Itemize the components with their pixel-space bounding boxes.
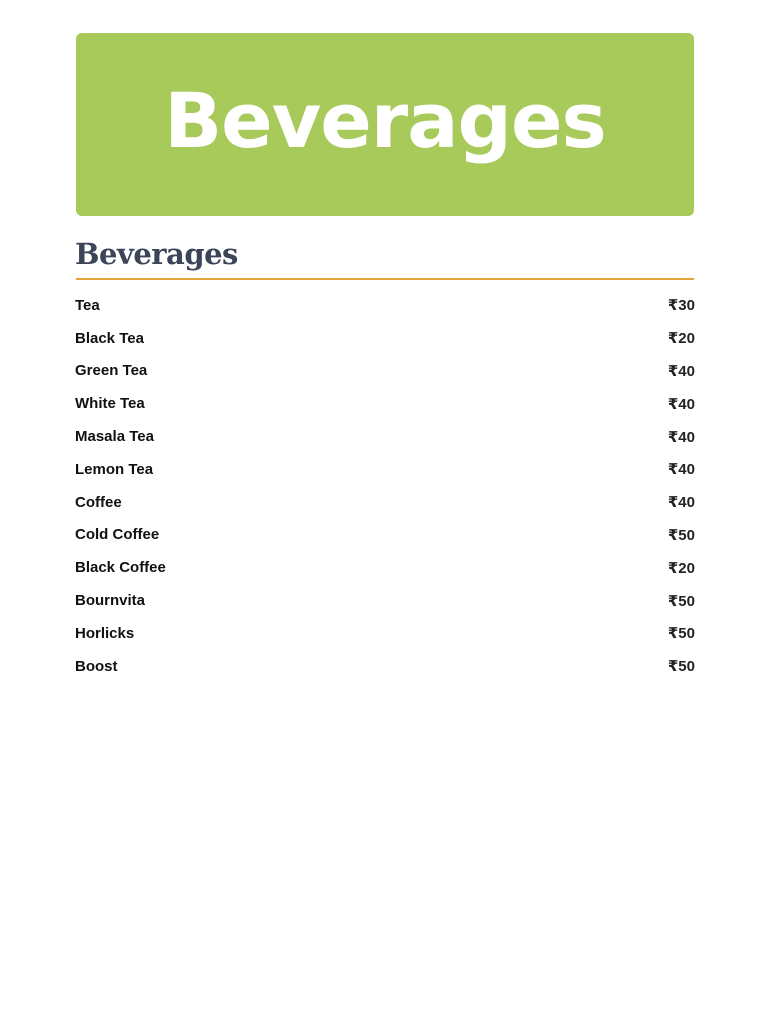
menu-item <box>75 519 695 552</box>
item-name: Masala Tea <box>75 428 154 446</box>
item-price: ₹20 <box>667 330 695 348</box>
menu-item <box>75 617 695 650</box>
item-price: ₹40 <box>667 428 695 446</box>
item-price: ₹40 <box>667 395 695 413</box>
item-price: ₹50 <box>667 592 695 610</box>
item-price: ₹30 <box>667 297 695 315</box>
item-name: Horlicks <box>75 624 135 642</box>
item-name: Black Coffee <box>75 559 166 577</box>
section-divider <box>76 278 694 280</box>
menu-item <box>75 486 695 519</box>
header-banner <box>76 33 694 216</box>
item-price: ₹50 <box>667 658 695 676</box>
item-name: Green Tea <box>75 362 148 380</box>
menu-item <box>75 420 695 453</box>
menu-list <box>75 289 695 683</box>
menu-item <box>75 322 695 355</box>
item-name: Coffee <box>75 493 122 511</box>
item-price: ₹20 <box>667 559 695 577</box>
item-price: ₹40 <box>667 362 695 380</box>
menu-item <box>75 551 695 584</box>
menu-item <box>75 289 695 322</box>
item-name: Tea <box>75 296 100 314</box>
item-price: ₹40 <box>667 494 695 512</box>
item-name: Lemon Tea <box>75 460 154 478</box>
menu-item <box>75 453 695 486</box>
item-price: ₹50 <box>667 625 695 643</box>
item-name: Cold Coffee <box>75 526 160 544</box>
item-name: Bournvita <box>75 592 146 610</box>
item-name: White Tea <box>75 395 145 413</box>
menu-item <box>75 650 695 683</box>
menu-item <box>75 584 695 617</box>
item-name: Boost <box>75 657 118 675</box>
menu-item <box>75 355 695 388</box>
item-price: ₹40 <box>667 461 695 479</box>
section-heading: Beverages <box>75 237 238 271</box>
menu-item <box>75 387 695 420</box>
item-name: Black Tea <box>75 329 144 347</box>
banner-title: Beverages <box>164 75 606 165</box>
item-price: ₹50 <box>667 526 695 544</box>
